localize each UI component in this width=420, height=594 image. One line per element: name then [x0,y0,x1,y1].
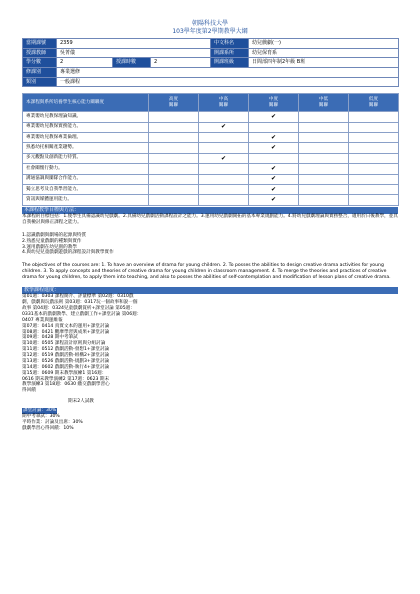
department-value: 幼兒保育系 [249,48,399,58]
objectives-chinese-text: 本課程的目標包括：1.使學生具備認識幼兒戲劇。2.具備幼兒戲劇活動課程設計之能力。3.運用幼兒戲劇開拓的基本專業規劃能力。4.將幼兒戲劇理論與實務整合，適用於日後教學，並具自我檢討與修正課程之能力。 [22,214,398,225]
level-cell [149,112,199,122]
schedule-line: 0616 期末教學演練2 第17週：0623 期末 [22,376,110,382]
schedule-line: 故事 第04週：0324兒童戲劇賞析+課堂討論 第05週： [22,306,135,312]
level-low: 低度 關聯 [349,94,399,112]
level-cell [349,164,399,174]
level-cell [199,174,249,184]
grading-item [22,426,398,432]
schedule-line: 第07週：0414 真實文本的運用+課堂討論 [22,323,110,329]
level-cell [149,184,199,194]
schedule-heading: 教學課程進度： [22,287,398,294]
ability-name: 熟悉幼托相關產業趨勢。 [23,143,149,153]
objectives-heading: 本課程教學目標與方法： [22,207,398,214]
schedule-section [22,287,398,394]
grading-item-text: 期中考筆試：30% [22,413,60,419]
check-mark-icon: ✔ [249,184,299,194]
syllabus-title: 103學年度第2學期教學大綱 [172,28,248,36]
level-cell [349,184,399,194]
grading-title: 期末2人試教 [68,399,94,405]
ability-row [23,112,399,122]
category-value: 一般課程 [57,77,399,87]
level-cell [299,164,349,174]
level-cell [299,195,349,205]
objectives-section [22,207,398,281]
level-cell [149,143,199,153]
schedule-line: 得回饋 [22,388,36,394]
ability-row [23,174,399,184]
ability-name: 多元觀點及創新能力特質。 [23,153,149,163]
schedule-line: 教學演練3 第18週：0630 繳交戲劇學習心 [22,382,110,388]
level-cell [149,164,199,174]
ability-row [23,153,399,163]
level-cell [199,195,249,205]
level-cell [199,132,249,142]
course-info-table [22,38,399,87]
chinese-name-value: 幼兒戲劇(一) [249,39,399,49]
ability-row [23,143,399,153]
check-mark-icon: ✔ [249,112,299,122]
ability-name: 資訊與媒體運用能力。 [23,195,149,205]
level-cell [149,174,199,184]
level-cell [349,143,399,153]
level-cell [349,112,399,122]
teacher-value: 吳菁儀 [57,48,211,58]
schedule-line: 第12週：0519 戲劇活動-組構2+課堂討論 [22,353,110,359]
check-mark-icon: ✔ [249,143,299,153]
level-cell [299,153,349,163]
level-cell [249,122,299,132]
schedule-line: 第14週：0602 戲劇活動-執行4+課堂討論 [22,364,110,370]
ability-row [23,132,399,142]
teacher-label: 授課教師 [23,48,57,58]
level-mid-low: 中低 關聯 [299,94,349,112]
schedule-line: 第08週：0421 觀摩學習與成果+課堂討論 [22,329,110,335]
ability-header-label: 本課程與系所培養學生核心能力關聯度 [23,94,149,112]
check-mark-icon: ✔ [249,174,299,184]
course-code-label: 當期課號 [23,39,57,49]
ability-row [23,195,399,205]
level-cell [149,195,199,205]
ability-name: 專業嬰幼兒教保專業倫理。 [23,132,149,142]
chinese-name-label: 中文科名 [211,39,249,49]
class-label: 開課班級 [211,58,249,68]
document-header [22,20,398,36]
check-mark-icon: ✔ [199,122,249,132]
level-high: 高度 關聯 [149,94,199,112]
grading-item-text: 平時作業：討論及出席：30% [22,419,83,425]
level-cell [149,122,199,132]
grading-item-text: 課堂討論：30% [23,408,57,414]
department-label: 開課系所 [211,48,249,58]
ability-row [23,184,399,194]
objectives-english-text: The objectives of the courses are: 1. To have an overview of drama for young children. 2. To posses the abilities to design creative drama activities for young children. 3. To apply concepts and theories of creative drama for young children in classroom management. 4. To merge the theories and practices of creative drama for young children, to apply them into teaching, and also to posses the abilities of self-contemplation and modification of lesson plans of creative drama. [22,263,391,281]
grading-item-text: 戲劇學習心得回饋：10% [22,425,74,431]
grading-items [22,408,398,432]
schedule-line: 第09週：0428 期中考筆試 [22,335,78,341]
ability-name: 專業嬰幼兒教保理論知識。 [23,112,149,122]
ability-name: 溝通協調與團隊合作能力。 [23,174,149,184]
university-name: 朝陽科技大學 [191,20,228,27]
level-cell [149,153,199,163]
schedule-line: 0331基本的戲劇教學、建立戲劇工作+課堂討論 第06週： [22,311,142,317]
level-cell [299,132,349,142]
objectives-chinese-list: 1.認識戲劇與劇場的起源與特質 2.熟悉兒童戲劇的種類與實作 3.運用戲劇在幼兒園的教學 4.與幼兒兒童戲劇遊戲的課程設計與教學實作 [22,232,114,256]
level-cell [199,184,249,194]
course-attribute-label: 修課別 [23,67,57,77]
check-mark-icon: ✔ [199,153,249,163]
hours-label: 授課時數 [113,58,151,68]
level-cell [149,132,199,142]
syllabus-page [22,20,398,432]
level-cell [199,112,249,122]
level-cell [299,174,349,184]
schedule-line: 第01週：0303 課程簡介、評量標準 第02週：0310戲 [22,294,134,300]
ability-name: 社會關懷行動力。 [23,164,149,174]
level-cell [199,143,249,153]
level-cell [349,195,399,205]
level-cell [349,132,399,142]
check-mark-icon: ✔ [249,164,299,174]
check-mark-icon: ✔ [249,195,299,205]
core-ability-table [22,93,399,206]
level-cell [349,153,399,163]
schedule-line: 第11週：0512 戲劇活動-發想1+課堂討論 [22,347,110,353]
category-label: 類別 [23,77,57,87]
level-cell [299,122,349,132]
level-cell [349,174,399,184]
schedule-line: 劇，戲劇與玩戲法則 第03週：0317玩一個故事和說一個 [22,300,138,306]
schedule-line: 第10週：0505 課程設計原則與分組討論 [22,341,106,347]
level-mid: 中度 關聯 [249,94,299,112]
credits-value: 2 [57,58,113,68]
level-cell [249,153,299,163]
check-mark-icon: ✔ [249,132,299,142]
schedule-line: 第15週：0609 期末教學演練1 第16週： [22,370,107,376]
grading-section [22,399,398,431]
level-cell [199,164,249,174]
schedule-line: 0407 專業與運維報 [22,317,63,323]
hours-value: 2 [151,58,211,68]
schedule-lines [22,294,398,394]
level-mid-high: 中高 關聯 [199,94,249,112]
level-cell [349,122,399,132]
level-cell [299,112,349,122]
schedule-line: 第13週：0526 戲劇活動-規劃3+課堂討論 [22,358,110,364]
ability-row [23,164,399,174]
course-attribute-value: 專業選修 [57,67,399,77]
ability-row [23,122,399,132]
level-cell [299,184,349,194]
ability-name: 專業嬰幼兒教保實務能力。 [23,122,149,132]
ability-name: 獨立思考及自我學習能力。 [23,184,149,194]
credits-label: 學分數 [23,58,57,68]
course-code-value: 2359 [57,39,211,49]
level-cell [299,143,349,153]
class-value: 日間部四年制2年級 B班 [249,58,399,68]
